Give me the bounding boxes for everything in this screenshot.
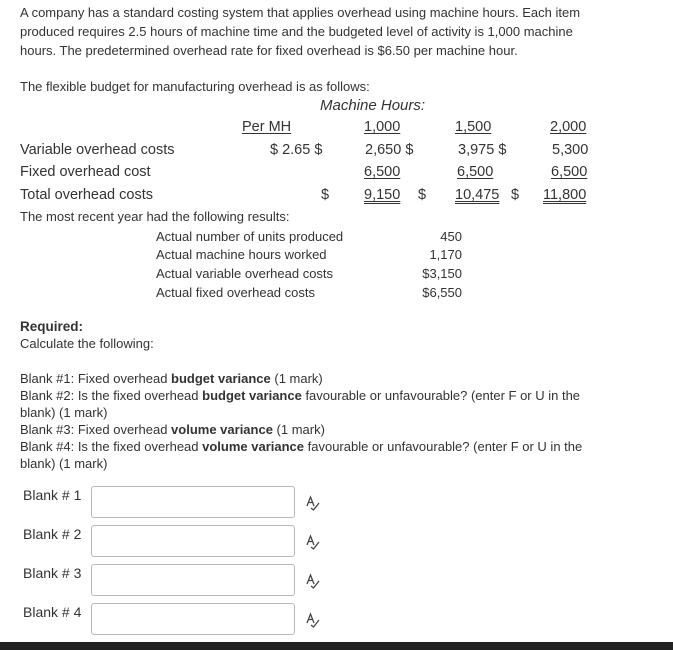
result-value: $6,550: [422, 285, 462, 300]
results-intro: The most recent year had the following results:: [20, 209, 290, 224]
question-blank-4-cont: blank) (1 mark): [20, 456, 108, 471]
result-label: Actual machine hours worked: [156, 247, 327, 262]
col-1000-header: 1,000: [364, 119, 401, 135]
question-blank-2: Blank #2: Is the fixed overhead budget variance favourable or unfavourable? (enter F or U in the: [20, 388, 581, 403]
blank-4-input[interactable]: [91, 603, 295, 635]
result-value: 1,170: [429, 247, 462, 262]
total-1500-dollar: $: [511, 187, 520, 203]
flexible-budget-intro: The flexible budget for manufacturing overhead is as follows:: [20, 79, 370, 94]
blank-2-label: Blank # 2: [23, 526, 82, 542]
fixed-2000: 6,500: [551, 164, 588, 180]
result-label: Actual variable overhead costs: [156, 266, 334, 281]
spellcheck-icon[interactable]: [305, 495, 321, 511]
result-value: 450: [440, 229, 462, 244]
variable-overhead-label: Variable overhead costs: [20, 142, 175, 158]
blank-2-input[interactable]: [91, 525, 295, 557]
required-subtitle: Calculate the following:: [20, 336, 154, 351]
fixed-1500: 6,500: [457, 164, 494, 180]
required-title: Required:: [20, 319, 84, 334]
blank-3-input[interactable]: [91, 564, 295, 596]
total-1000-dollar: $: [418, 187, 427, 203]
blank-1-input[interactable]: [91, 486, 295, 518]
variable-2000: 5,300: [552, 142, 589, 158]
result-label: Actual fixed overhead costs: [156, 285, 315, 300]
question-blank-1: Blank #1: Fixed overhead budget variance (1 mark): [20, 371, 323, 386]
total-1500: 10,475: [455, 187, 500, 203]
total-2000: 11,800: [543, 187, 587, 203]
col-1500-header: 1,500: [455, 119, 492, 135]
variable-per-mh: $ 2.65 $: [270, 142, 323, 158]
fixed-1000: 6,500: [364, 164, 401, 180]
question-blank-2-cont: blank) (1 mark): [20, 405, 108, 420]
problem-intro: A company has a standard costing system that applies overhead using machine hours. Each item produced requires 2.5 hours of machine time and the budgeted level of activity is 1,000 machine hours. The predetermined overhead rate for fixed overhead is $6.50 per machine hour.: [20, 5, 581, 58]
variable-1000: 2,650 $: [365, 142, 414, 158]
col-2000-header: 2,000: [550, 119, 587, 135]
blank-3-label: Blank # 3: [23, 565, 82, 581]
result-value: $3,150: [422, 266, 462, 281]
bottom-bar: [0, 642, 673, 650]
per-mh-header: Per MH: [242, 119, 292, 135]
blank-4-label: Blank # 4: [23, 604, 82, 620]
total-1000: 9,150: [364, 187, 401, 203]
question-blank-3: Blank #3: Fixed overhead volume variance (1 mark): [20, 422, 325, 437]
total-per-mh: $: [321, 187, 330, 203]
blank-1-label: Blank # 1: [23, 487, 82, 503]
variable-1500: 3,975 $: [458, 142, 507, 158]
spellcheck-icon[interactable]: [305, 612, 321, 628]
machine-hours-header: Machine Hours:: [320, 97, 426, 114]
question-blank-4: Blank #4: Is the fixed overhead volume variance favourable or unfavourable? (enter F or U in the: [20, 439, 583, 454]
result-label: Actual number of units produced: [156, 229, 344, 244]
spellcheck-icon[interactable]: [305, 534, 321, 550]
total-overhead-label: Total overhead costs: [20, 187, 153, 203]
fixed-overhead-label: Fixed overhead cost: [20, 164, 151, 180]
spellcheck-icon[interactable]: [305, 573, 321, 589]
